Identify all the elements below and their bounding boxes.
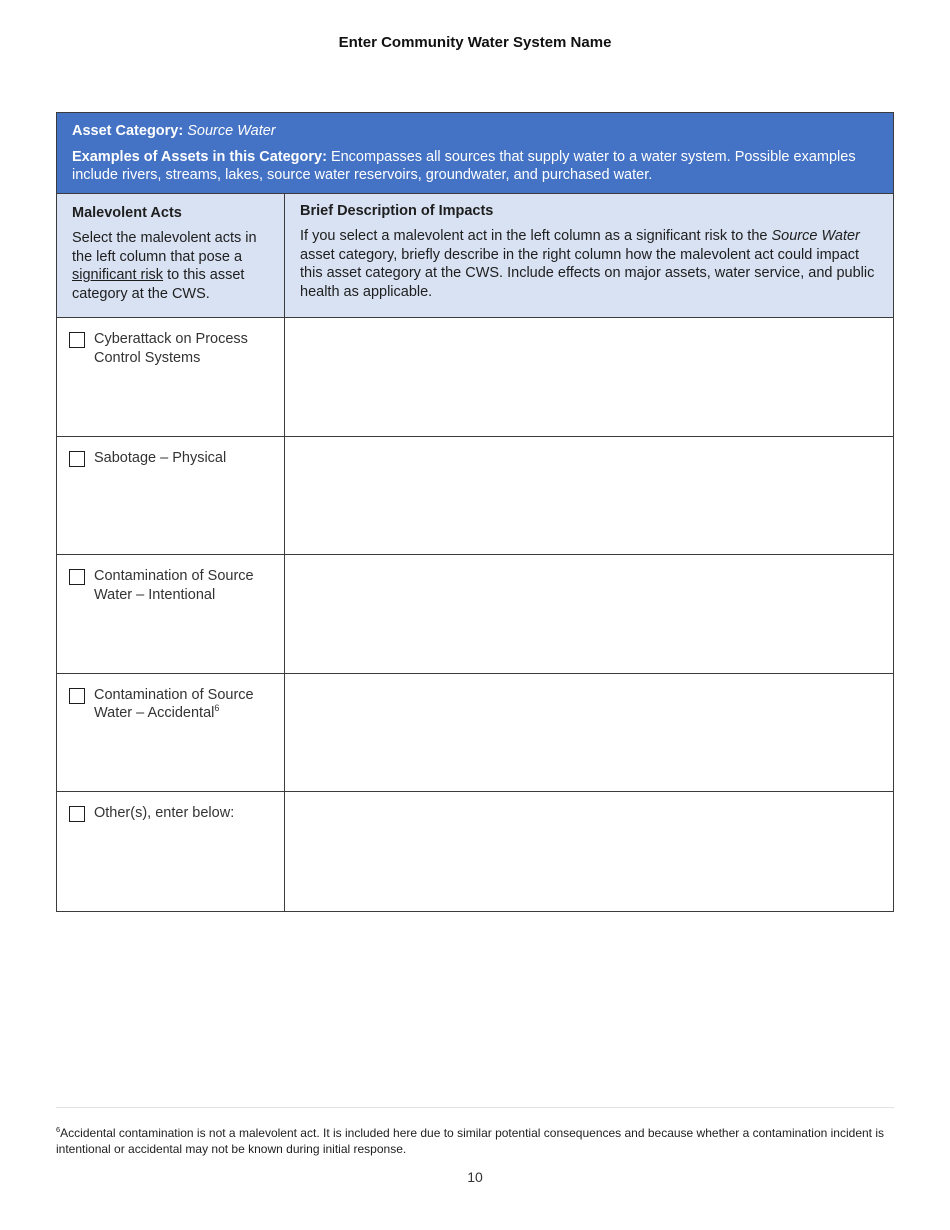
left-text-part-2: to this asset category at the CWS. [72, 267, 245, 302]
sabotage-checkbox[interactable] [69, 451, 85, 467]
impact-cell [285, 674, 893, 792]
impact-cell [285, 318, 893, 436]
act-label: Sabotage – Physical [94, 449, 227, 466]
act-label: Cyberattack on Process Control Systems [94, 331, 248, 366]
cyberattack-impact-field[interactable] [285, 318, 893, 436]
act-row-cyberattack [57, 318, 893, 437]
malevolent-acts-header [57, 194, 285, 317]
act-cell [57, 674, 285, 792]
category-line [72, 122, 878, 141]
significant-risk-term: significant risk [72, 267, 164, 283]
category-header [57, 113, 893, 194]
contamination-intentional-checkbox[interactable] [69, 569, 85, 585]
examples-text: Encompasses all sources that supply water to a water system. Possible examples include rivers, streams, lakes, source water reservoirs, groundwater, and purchased water. [72, 148, 856, 183]
contamination-intentional-impact-field[interactable] [285, 555, 893, 673]
footnote-marker: 6 [56, 1125, 61, 1134]
impact-cell [285, 555, 893, 673]
other-checkbox[interactable] [69, 806, 85, 822]
sabotage-impact-field[interactable] [285, 437, 893, 555]
impacts-instructions [300, 227, 878, 301]
left-text-part-1: Select the malevolent acts in the left column that pose a [72, 230, 257, 265]
malevolent-acts-instructions [72, 229, 269, 303]
contamination-accidental-impact-field[interactable] [285, 674, 893, 792]
act-label-text: Contamination of Source Water – Accidental [94, 686, 254, 722]
footnote-text: Accidental contamination is not a malevolent act. It is included here due to similar potential consequences and because whether a contamination incident is intentional or accidental may not be known during initial response. [56, 1126, 884, 1156]
act-label: Other(s), enter below: [94, 805, 235, 822]
act-cell [57, 792, 285, 911]
impacts-title: Brief Description of Impacts [300, 203, 494, 219]
impacts-header [285, 194, 893, 317]
contamination-accidental-checkbox[interactable] [69, 688, 85, 704]
examples-line [72, 148, 878, 185]
document-title: Enter Community Water System Name [338, 34, 612, 51]
act-cell [57, 555, 285, 673]
impact-cell [285, 792, 893, 911]
asset-category-table [56, 112, 894, 912]
footnote-divider [56, 1107, 894, 1108]
act-row-other [57, 792, 893, 911]
category-label: Asset Category: [72, 123, 184, 139]
act-row-sabotage [57, 437, 893, 556]
footnote [56, 1126, 896, 1157]
act-row-contamination-accidental [57, 674, 893, 793]
act-label: Contamination of Source Water – Intentional [94, 568, 254, 603]
category-value: Source Water [187, 123, 276, 139]
impact-cell [285, 437, 893, 555]
right-text-italic: Source Water [771, 228, 860, 244]
cyberattack-checkbox[interactable] [69, 332, 85, 348]
examples-label: Examples of Assets in this Category: [72, 148, 327, 165]
right-text-part-2: asset category, briefly describe in the right column how the malevolent act could impact this asset category at the CWS. Include effects on major assets, water service, and public health as applicable. [300, 246, 875, 300]
act-cell [57, 318, 285, 436]
column-header-row [57, 194, 893, 318]
act-label [94, 686, 272, 723]
other-impact-field[interactable] [285, 792, 893, 911]
right-text-part-1: If you select a malevolent act in the left column as a significant risk to the [300, 228, 772, 244]
act-row-contamination-intentional [57, 555, 893, 674]
act-cell [57, 437, 285, 555]
page-number: 10 [467, 1169, 483, 1185]
footnote-reference: 6 [214, 703, 220, 714]
malevolent-acts-title: Malevolent Acts [72, 205, 182, 221]
